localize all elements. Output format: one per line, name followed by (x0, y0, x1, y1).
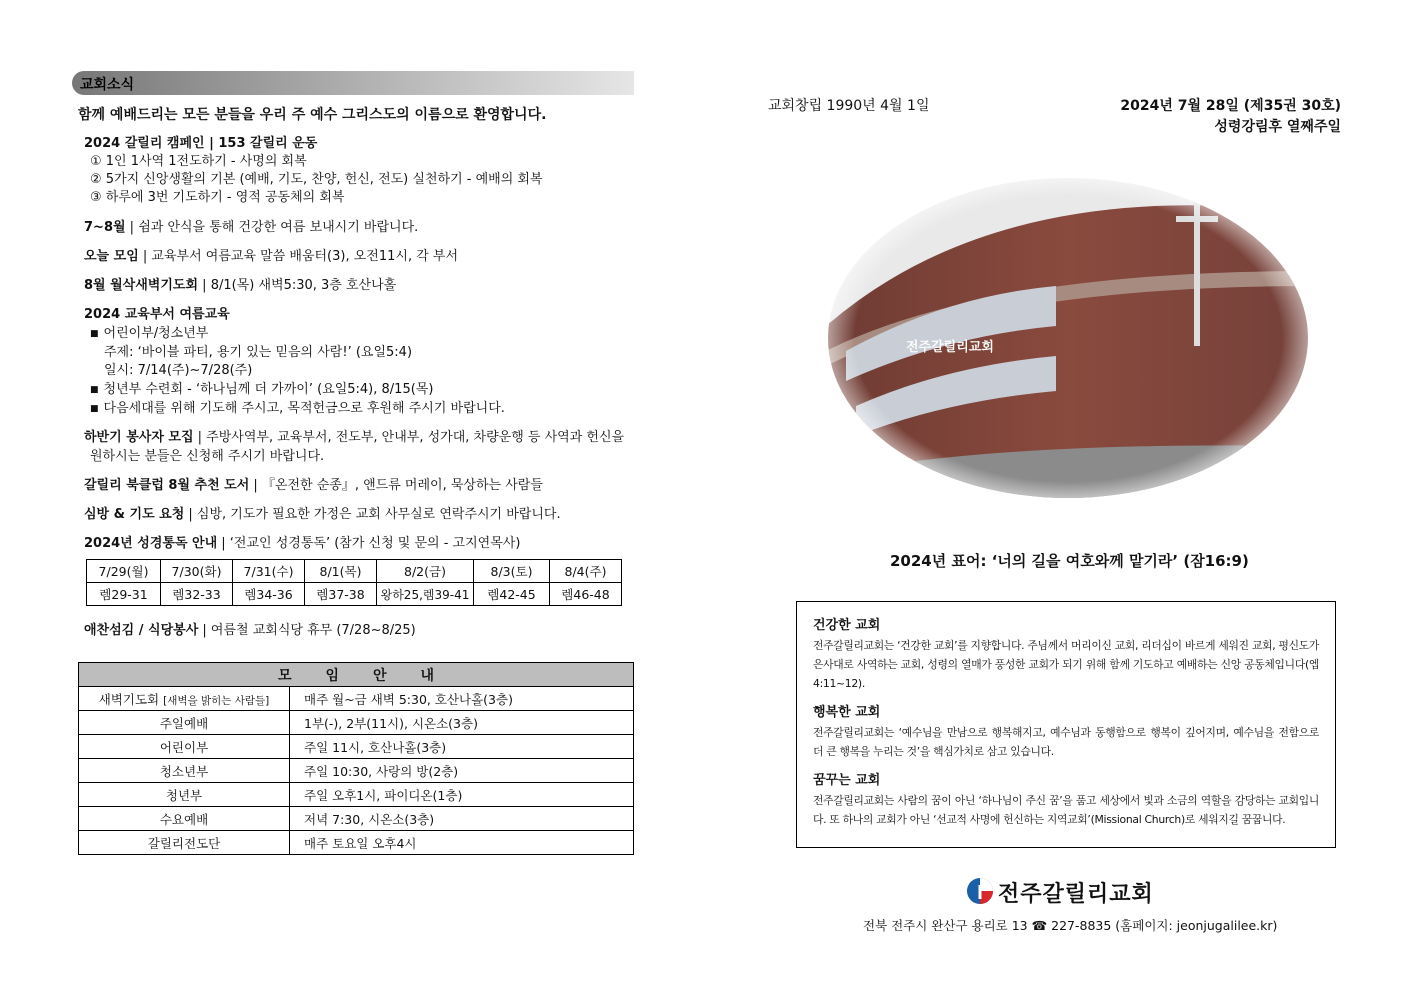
notice-book: 갈릴리 북클럽 8월 추천 도서 | 『온전한 순종』, 앤드류 머레이, 묵상하는 사람들 (84, 478, 543, 493)
reading-dates-row (87, 560, 622, 583)
meeting-row (79, 687, 634, 711)
issue-date: 2024년 7월 28일 (제35권 30호) (1120, 98, 1341, 114)
reading-chapter: 렘29-31 (87, 583, 161, 606)
church-logo-icon (966, 877, 994, 905)
reading-date: 8/2(금) (377, 560, 474, 583)
notice-prayer: 심방 & 기도 요청 | 심방, 기도가 필요한 가정은 교회 사무실로 연락주시기 바랍니다. (84, 507, 561, 522)
campaign-item: ② 5가지 신앙생활의 기본 (예배, 기도, 찬양, 헌신, 전도) 실천하기 - 예배의 회복 (90, 172, 543, 187)
edu-line: ■ 다음세대를 위해 기도해 주시고, 목적헌금으로 후원해 주시기 바랍니다. (90, 400, 505, 419)
campaign-item: ③ 하루에 3번 기도하기 - 영적 공동체의 회복 (90, 190, 345, 205)
edu-line: ■ 청년부 수련회 - ‘하나님께 더 가까이’ (요일5:4), 8/15(목) (90, 381, 433, 400)
reading-chapters-row (87, 583, 622, 606)
meeting-row (79, 783, 634, 807)
church-building-photo (826, 176, 1311, 501)
reading-chapter: 왕하25,렘39-41 (377, 583, 474, 606)
church-name-logo: 전주갈릴리교회 (998, 882, 1154, 907)
vision-text: 전주갈릴리교회는 사람의 꿈이 아닌 ‘하나님이 주신 꿈’을 품고 세상에서 빛과 소금의 역할을 감당하는 교회입니다. 또 하나의 교회가 아닌 ‘선교적 사명에 헌신하는 지역교회’(Missional Church)로 세워지길 꿈꿉니다. (813, 794, 1319, 826)
reading-chapter: 렘46-48 (550, 583, 622, 606)
meeting-row (79, 831, 634, 855)
edu-line: 일시: 7/14(주)~7/28(주) (104, 363, 253, 378)
vision-text: 전주갈릴리교회는 ‘건강한 교회’를 지향합니다. 주님께서 머리이신 교회, 리더십이 바르게 세워진 교회, 평신도가 은사대로 사역하는 교회, 성령의 열매가 풍성한 교회가 되기 위해 함께 기도하고 예배하는 신앙 공동체입니다(엡4:11~12). (813, 639, 1319, 690)
founded-date: 교회창립 1990년 4월 1일 (768, 98, 930, 114)
notice-volunteer: 하반기 봉사자 모집 | 주방사역부, 교육부서, 전도부, 안내부, 성가대, 차량운행 등 사역과 헌신을 (84, 430, 625, 445)
meeting-time: 매주 월~금 새벽 5:30, 호산나홀(3층) (290, 687, 634, 711)
liturgical-week: 성령강림후 열째주일 (1214, 119, 1341, 135)
meeting-time: 주일 10:30, 사랑의 방(2층) (290, 759, 634, 783)
meeting-row (79, 735, 634, 759)
meeting-name: 수요예배 (79, 807, 290, 831)
reading-date: 7/30(화) (161, 560, 233, 583)
reading-date: 7/29(월) (87, 560, 161, 583)
meeting-name: 청소년부 (79, 759, 290, 783)
meeting-time: 주일 오후1시, 파이디온(1층) (290, 783, 634, 807)
meeting-row (79, 711, 634, 735)
edu-title: 2024 교육부서 여름교육 (84, 307, 230, 322)
church-address: 전북 전주시 완산구 용리로 13 ☎ 227-8835 (홈페이지: jeonjugalilee.kr) (863, 918, 1278, 933)
meeting-name: 새벽기도회 [새벽을 밝히는 사람들] (79, 687, 290, 711)
reading-table (86, 559, 622, 606)
meeting-name: 청년부 (79, 783, 290, 807)
vision-text: 전주갈릴리교회는 ‘예수님을 만남으로 행복해지고, 예수님과 동행함으로 행복이 깊어지며, 예수님을 전함으로 더 큰 행복을 누리는 것’을 핵심가치로 삼고 있습니다. (813, 726, 1319, 758)
notice-dawn-prayer: 8월 월삭새벽기도회 | 8/1(목) 새벽5:30, 3층 호산나홀 (84, 278, 397, 293)
meeting-name: 갈릴리전도단 (79, 831, 290, 855)
notice-reading: 2024년 성경통독 안내 | ‘전교인 성경통독’ (참가 신청 및 문의 - 고지연목사) (84, 536, 521, 551)
notice-summer: 7~8월 | 쉼과 안식을 통해 건강한 여름 보내시기 바랍니다. (84, 220, 419, 235)
welcome-message: 함께 예배드리는 모든 분들을 우리 주 예수 그리스도의 이름으로 환영합니다. (78, 107, 547, 123)
meeting-name: 어린이부 (79, 735, 290, 759)
vision-box (796, 601, 1336, 848)
meetings-header: 모임안내 (79, 663, 634, 687)
meeting-time: 1부(-), 2부(11시), 시온소(3층) (290, 711, 634, 735)
reading-chapter: 렘32-33 (161, 583, 233, 606)
meeting-row (79, 759, 634, 783)
reading-date: 8/1(목) (305, 560, 377, 583)
reading-date: 7/31(수) (233, 560, 305, 583)
meetings-table (78, 662, 634, 855)
section-header-church-news (72, 71, 634, 95)
reading-chapter: 렘34-36 (233, 583, 305, 606)
reading-chapter: 렘42-45 (474, 583, 550, 606)
meeting-name: 주일예배 (79, 711, 290, 735)
reading-date: 8/4(주) (550, 560, 622, 583)
section-title: 교회소식 (80, 77, 135, 93)
notice-cafeteria: 애찬섬김 / 식당봉사 | 여름철 교회식당 휴무 (7/28~8/25) (84, 623, 416, 638)
vision-title: 행복한 교회 (813, 705, 881, 720)
vision-title: 꿈꾸는 교회 (813, 773, 881, 788)
notice-volunteer-cont: 원하시는 분들은 신청해 주시기 바랍니다. (90, 449, 325, 464)
meeting-row (79, 807, 634, 831)
meeting-time: 매주 토요일 오후4시 (290, 831, 634, 855)
edu-line: ■ 어린이부/청소년부 (90, 325, 208, 344)
notice-today: 오늘 모임 | 교육부서 여름교육 말씀 배움터(3), 오전11시, 각 부서 (84, 249, 459, 264)
edu-line: 주제: ‘바이블 파티, 용기 있는 믿음의 사람!’ (요일5:4) (104, 345, 413, 360)
reading-chapter: 렘37-38 (305, 583, 377, 606)
meeting-time: 저녁 7:30, 시온소(3층) (290, 807, 634, 831)
reading-date: 8/3(토) (474, 560, 550, 583)
vision-title: 건강한 교회 (813, 618, 881, 633)
campaign-item: ① 1인 1사역 1전도하기 - 사명의 회복 (90, 154, 307, 169)
campaign-title: 2024 갈릴리 캠페인 | 153 갈릴리 운동 (84, 136, 318, 151)
meeting-time: 주일 11시, 호산나홀(3층) (290, 735, 634, 759)
yearly-motto: 2024년 표어: ‘너의 길을 여호와께 맡기라’ (잠16:9) (890, 552, 1249, 570)
